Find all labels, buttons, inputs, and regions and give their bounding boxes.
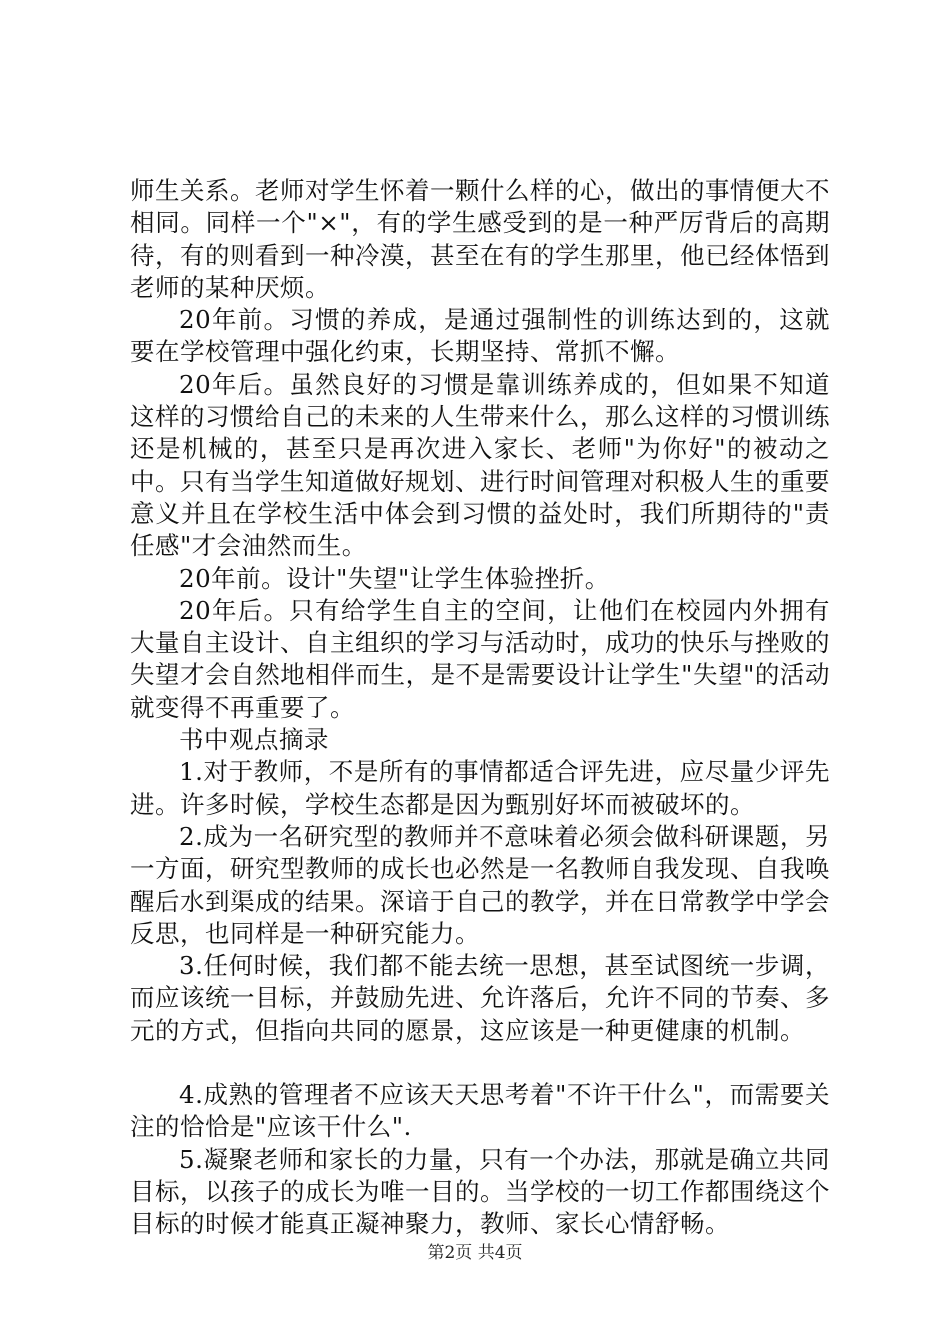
excerpt-item-1: 1.对于教师，不是所有的事情都适合评先进，应尽量少评先进。许多时候，学校生态都是因为甄别好坏而被破坏的。: [130, 757, 830, 819]
section-heading-book-excerpts: 书中观点摘录: [179, 725, 329, 755]
page-number-label: 第2页 共4页: [427, 1243, 523, 1263]
excerpt-item-4: 4.成熟的管理者不应该天天思考着"不许干什么"，而需要关注的恰恰是"应该干什么".: [130, 1080, 830, 1142]
page-footer: [0, 1243, 950, 1263]
excerpt-item-2: 2.成为一名研究型的教师并不意味着必须会做科研课题，另一方面，研究型教师的成长也必然是一名教师自我发现、自我唤醒后水到渠成的结果。深谙于自己的教学，并在日常教学中学会反思，也同样是一种研究能力。: [130, 821, 830, 948]
paragraph-20-years-ago-disappointment: 20年前。设计"失望"让学生体验挫折。: [179, 563, 610, 593]
document-body: [130, 175, 830, 1241]
paragraph-20-years-later-habits: 20年后。虽然良好的习惯是靠训练养成的，但如果不知道这样的习惯给自己的未来的人生带来什么，那么这样的习惯训练还是机械的，甚至只是再次进入家长、老师"为你好"的被动之中。只有当学生知道做好规划、进行时间管理对积极人生的重要意义并且在学校生活中体会到习惯的益处时，我们所期待的"责任感"才会油然而生。: [130, 369, 830, 561]
excerpt-item-5: 5.凝聚老师和家长的力量，只有一个办法，那就是确立共同目标，以孩子的成长为唯一目的。当学校的一切工作都围绕这个目标的时候才能真正凝神聚力，教师、家长心情舒畅。: [130, 1144, 830, 1239]
blank-line: [130, 1047, 830, 1079]
paragraph-20-years-ago-habits: 20年前。习惯的养成，是通过强制性的训练达到的，这就要在学校管理中强化约束，长期坚持、常抓不懈。: [130, 305, 830, 367]
paragraph-20-years-later-autonomy: 20年后。只有给学生自主的空间，让他们在校园内外拥有大量自主设计、自主组织的学习与活动时，成功的快乐与挫败的失望才会自然地相伴而生，是不是需要设计让学生"失望"的活动就变得不再重要了。: [130, 595, 830, 722]
excerpt-item-3: 3.任何时候，我们都不能去统一思想，甚至试图统一步调，而应该统一目标，并鼓励先进、允许落后，允许不同的节奏、多元的方式，但指向共同的愿景，这应该是一种更健康的机制。: [130, 951, 830, 1045]
paragraph-teacher-student-relationship: 师生关系。老师对学生怀着一颗什么样的心，做出的事情便大不相同。同样一个"×"，有的学生感受到的是一种严厉背后的高期待，有的则看到一种冷漠，甚至在有的学生那里，他已经体悟到老师的某种厌烦。: [130, 176, 830, 302]
